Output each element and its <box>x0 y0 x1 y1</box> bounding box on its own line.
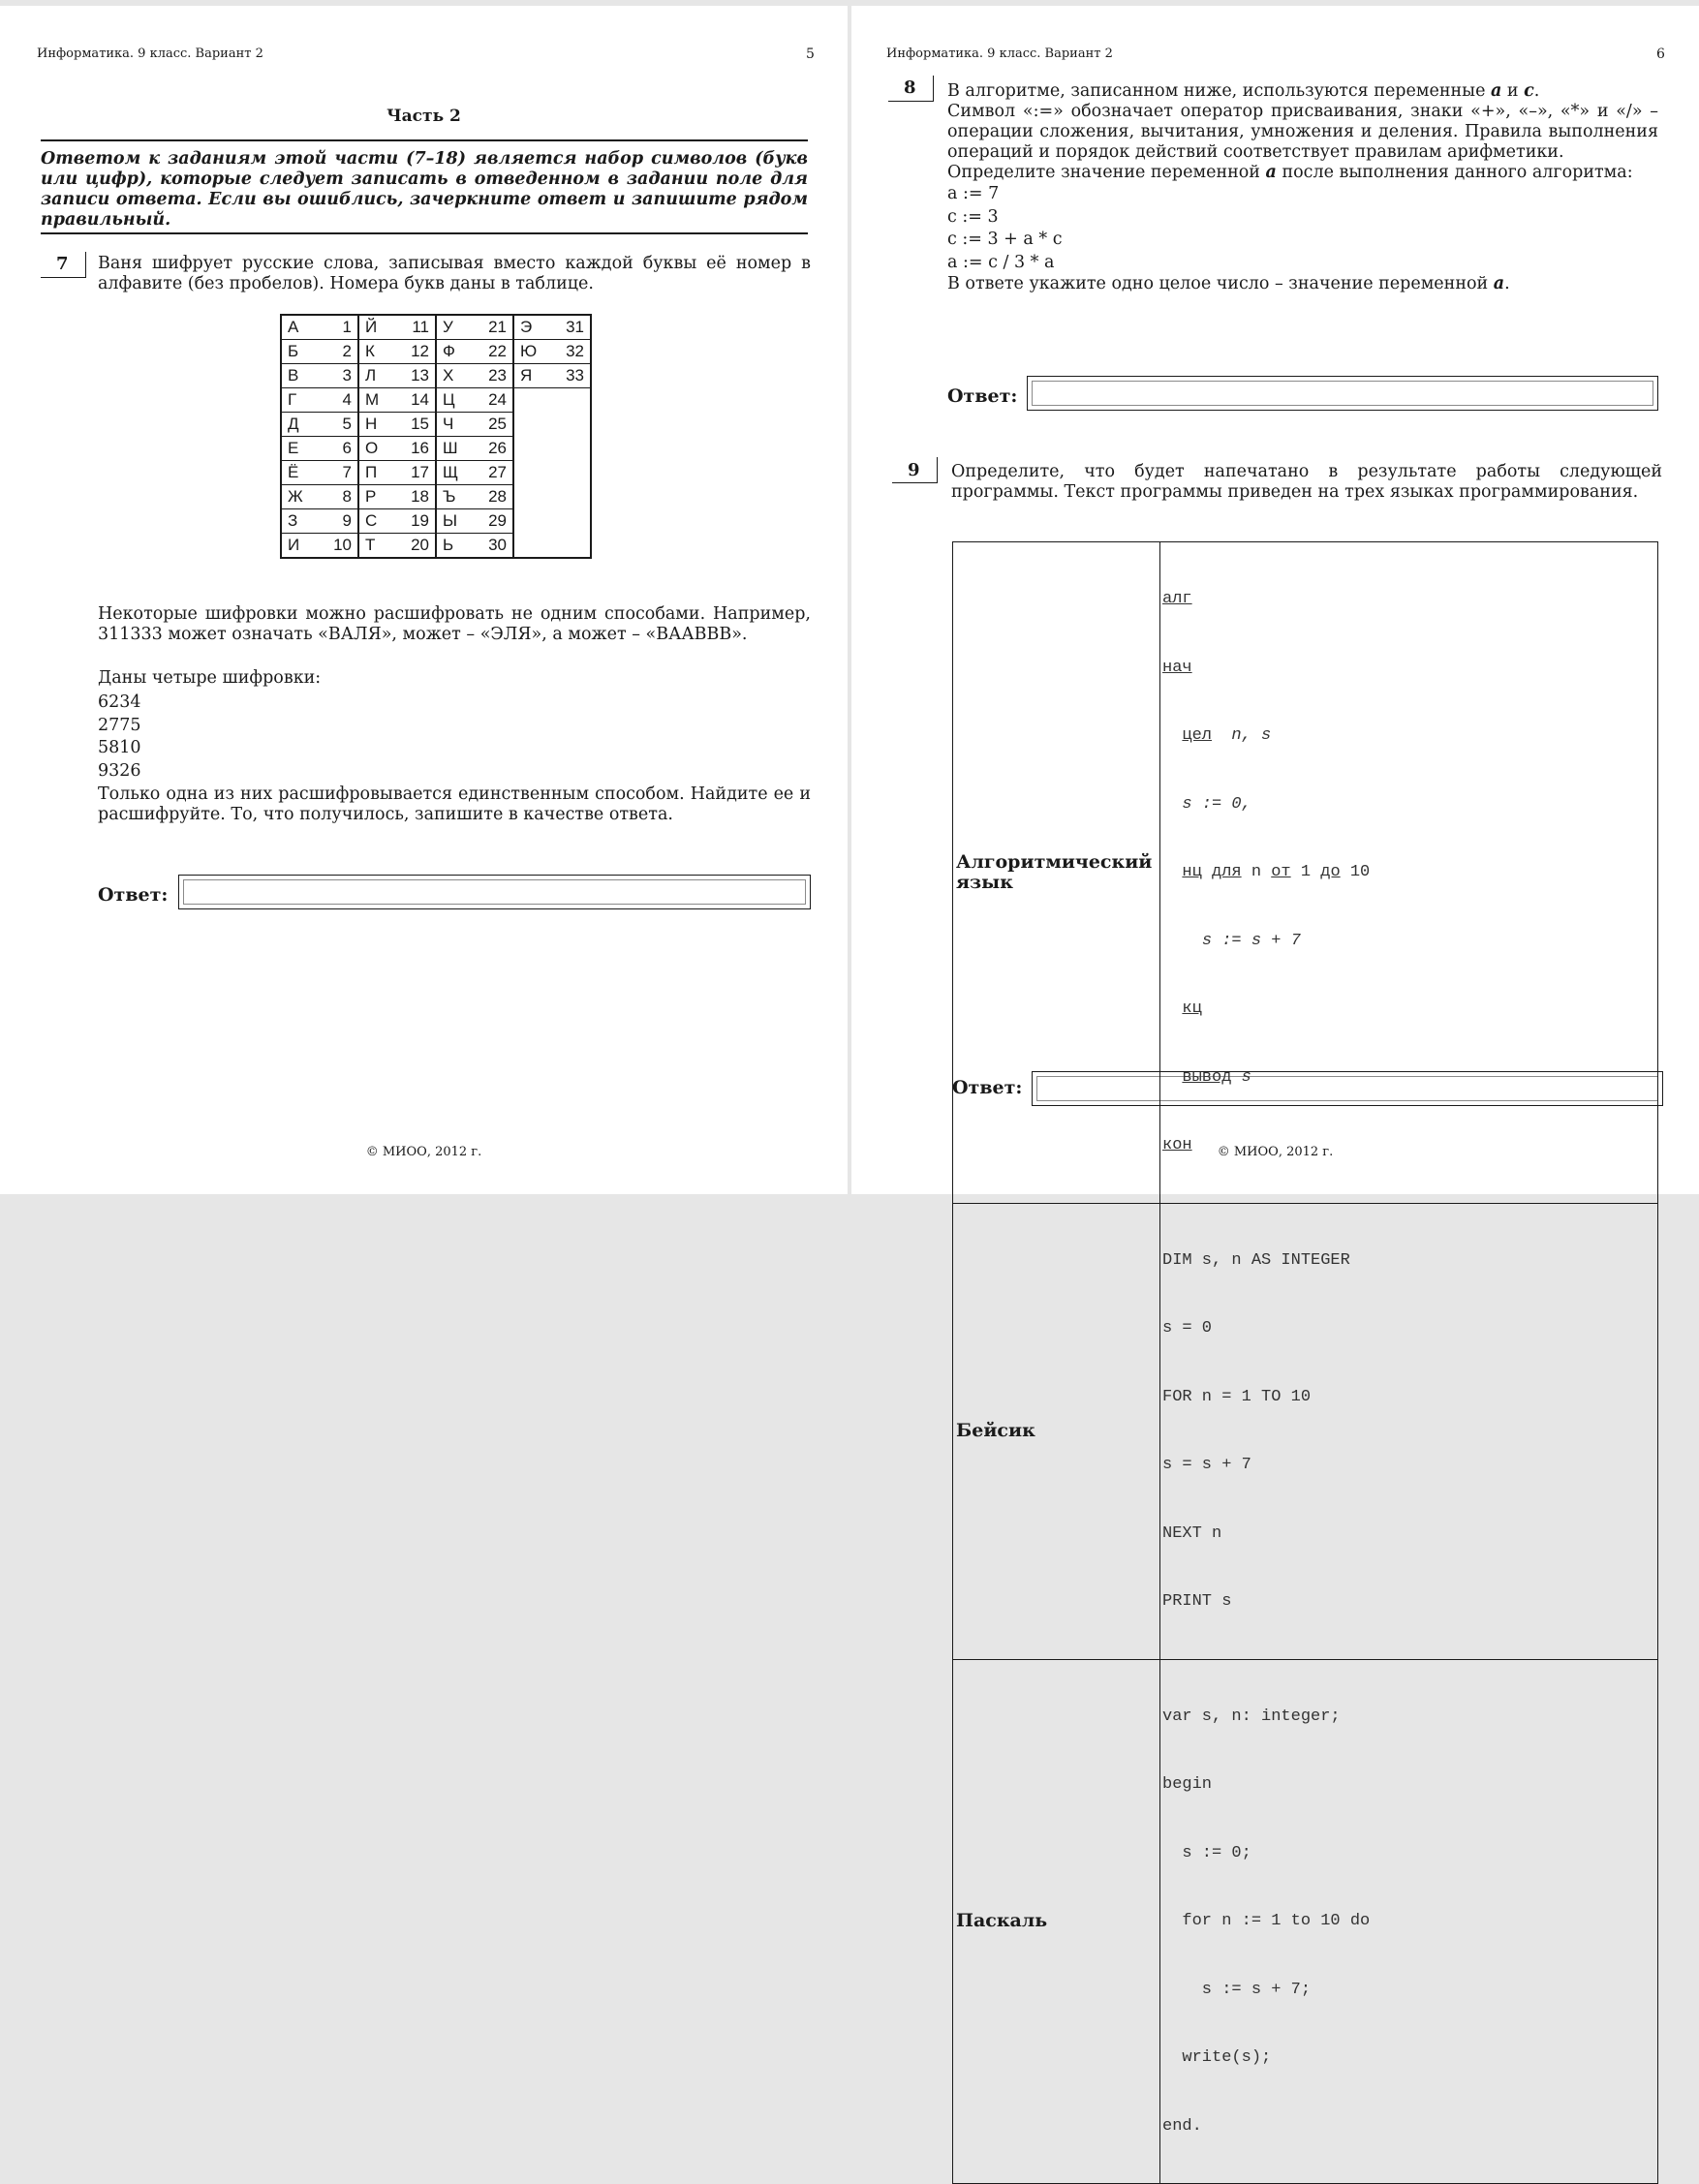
letter-cell <box>513 388 552 413</box>
answer-label: Ответ: <box>98 884 169 906</box>
letter-cell: Щ <box>436 461 475 485</box>
question-number: 8 <box>904 77 916 98</box>
code-line: a := 7 <box>947 184 1000 203</box>
var-a: a <box>1491 81 1502 101</box>
var-c: c <box>1524 81 1534 101</box>
keyword: кон <box>1162 1136 1192 1154</box>
alphabet-table <box>280 314 592 559</box>
letter-cell: С <box>358 509 397 534</box>
code-line: write(s); <box>1162 2048 1272 2067</box>
code-text: n, s <box>1212 726 1272 745</box>
letter-cell <box>513 509 552 534</box>
question-text: Только одна из них расшифровывается единственным способом. Найдите ее и расшифруйте. То, что получилось, запишите в качестве ответа. <box>98 784 811 824</box>
letter-cell: Ю <box>513 340 552 364</box>
text-fragment: и <box>1501 81 1525 101</box>
keyword: нач <box>1162 658 1192 677</box>
page-number: 6 <box>1656 46 1665 62</box>
page-number: 5 <box>806 46 815 62</box>
letter-cell <box>513 437 552 461</box>
code-line: DIM s, n AS INTEGER <box>1162 1250 1350 1270</box>
code-text: 10 <box>1340 863 1371 881</box>
code-item: 2775 <box>98 715 141 735</box>
code-line: var s, n: integer; <box>1162 1707 1341 1726</box>
code-line: for n := 1 to 10 do <box>1162 1912 1371 1930</box>
program-table <box>952 541 1658 2184</box>
code-text: n <box>1241 863 1272 881</box>
keyword: вывод <box>1182 1067 1232 1087</box>
number-cell: 27 <box>475 461 513 485</box>
code-basic <box>1160 1203 1658 1659</box>
keyword: для <box>1212 863 1242 881</box>
letter-cell: Т <box>358 534 397 559</box>
letter-cell <box>513 534 552 559</box>
letter-cell: Г <box>281 388 320 413</box>
number-cell: 15 <box>397 413 436 437</box>
code-item: 9326 <box>98 760 141 781</box>
question-number: 9 <box>908 460 920 480</box>
alphabet-row <box>281 509 591 534</box>
letter-cell: Н <box>358 413 397 437</box>
code-line: PRINT s <box>1162 1592 1232 1611</box>
alphabet-row <box>281 485 591 509</box>
text-fragment: В алгоритме, записанном ниже, используются переменные <box>947 81 1491 101</box>
text-fragment: . <box>1533 81 1540 101</box>
letter-cell: Ф <box>436 340 475 364</box>
number-cell <box>552 485 591 509</box>
number-cell: 4 <box>320 388 358 413</box>
question-text: Ваня шифрует русские слова, записывая вместо каждой буквы её номер в алфавите (без пробелов). Номера букв даны в таблице. <box>98 254 811 293</box>
letter-cell <box>513 413 552 437</box>
alphabet-row <box>281 413 591 437</box>
letter-cell: Я <box>513 364 552 388</box>
divider <box>41 139 808 141</box>
alphabet-row <box>281 437 591 461</box>
letter-cell <box>513 461 552 485</box>
number-cell: 24 <box>475 388 513 413</box>
number-cell: 28 <box>475 485 513 509</box>
letter-cell: Ц <box>436 388 475 413</box>
code-line: a := c / 3 * a <box>947 252 1055 272</box>
number-cell <box>552 437 591 461</box>
number-cell: 20 <box>397 534 436 559</box>
letter-cell: М <box>358 388 397 413</box>
letter-cell: А <box>281 315 320 340</box>
letter-cell: З <box>281 509 320 534</box>
alphabet-row <box>281 364 591 388</box>
code-text: 1 <box>1290 863 1321 881</box>
number-cell: 18 <box>397 485 436 509</box>
letter-cell: Р <box>358 485 397 509</box>
number-cell: 30 <box>475 534 513 559</box>
question-text: Даны четыре шифровки: <box>98 668 322 688</box>
letter-cell: Ш <box>436 437 475 461</box>
code-pascal <box>1160 1659 1658 2184</box>
code-text: s := 0, <box>1182 794 1251 814</box>
number-cell: 17 <box>397 461 436 485</box>
text-fragment: В ответе укажите одно целое число – значение переменной <box>947 274 1494 293</box>
divider <box>41 232 808 234</box>
code-line: s := 0; <box>1162 1843 1251 1862</box>
number-cell <box>552 534 591 559</box>
number-cell: 25 <box>475 413 513 437</box>
letter-cell: У <box>436 315 475 340</box>
number-cell: 31 <box>552 315 591 340</box>
letter-cell: Ё <box>281 461 320 485</box>
letter-cell: Л <box>358 364 397 388</box>
letter-cell: Е <box>281 437 320 461</box>
number-cell: 5 <box>320 413 358 437</box>
number-cell: 8 <box>320 485 358 509</box>
number-cell: 32 <box>552 340 591 364</box>
footer: © МИОО, 2012 г. <box>365 1145 482 1159</box>
number-cell: 1 <box>320 315 358 340</box>
number-cell: 19 <box>397 509 436 534</box>
letter-cell: Ч <box>436 413 475 437</box>
number-cell: 10 <box>320 534 358 559</box>
alphabet-row <box>281 315 591 340</box>
keyword: от <box>1271 863 1291 881</box>
part-title: Часть 2 <box>386 107 461 126</box>
keyword: цел <box>1182 726 1213 745</box>
code-line: c := 3 <box>947 206 999 227</box>
alphabet-row <box>281 340 591 364</box>
keyword: нц <box>1182 863 1202 881</box>
code-algo <box>1160 542 1658 1204</box>
letter-cell: И <box>281 534 320 559</box>
letter-cell: О <box>358 437 397 461</box>
code-text: s <box>1231 1067 1251 1087</box>
number-cell <box>552 509 591 534</box>
alphabet-row <box>281 388 591 413</box>
code-text: s := s + 7 <box>1201 931 1301 950</box>
code-line: end. <box>1162 2116 1202 2136</box>
answer-label: Ответ: <box>947 385 1018 407</box>
code-line: s = s + 7 <box>1162 1456 1251 1474</box>
text-fragment: после выполнения данного алгоритма: <box>1276 163 1633 182</box>
question-number: 7 <box>56 254 69 274</box>
code-item: 5810 <box>98 738 141 757</box>
alphabet-row <box>281 534 591 559</box>
letter-cell: Й <box>358 315 397 340</box>
code-item: 6234 <box>98 692 141 712</box>
number-cell: 22 <box>475 340 513 364</box>
letter-cell: К <box>358 340 397 364</box>
keyword: до <box>1320 863 1341 881</box>
code-line: s = 0 <box>1162 1319 1213 1338</box>
number-cell <box>552 413 591 437</box>
page-left <box>0 6 848 1194</box>
codes-list <box>98 692 292 783</box>
letter-cell: Ы <box>436 509 475 534</box>
header-title: Информатика. 9 класс. Вариант 2 <box>886 46 1113 61</box>
var-a: a <box>1265 163 1277 182</box>
answer-label: Ответ: <box>952 1077 1023 1098</box>
lang-pascal: Паскаль <box>953 1659 1160 2184</box>
number-cell: 21 <box>475 315 513 340</box>
letter-cell: Д <box>281 413 320 437</box>
question-text: Определите, что будет напечатано в результате работы следующей программы. Текст программы приведен на трех языках программирования. <box>951 462 1662 502</box>
lang-algo: Алгоритмический язык <box>953 542 1160 1204</box>
keyword: кц <box>1182 1000 1202 1018</box>
number-cell: 26 <box>475 437 513 461</box>
text-fragment: Определите значение переменной <box>947 163 1266 182</box>
letter-cell: В <box>281 364 320 388</box>
letter-cell: Б <box>281 340 320 364</box>
number-cell: 9 <box>320 509 358 534</box>
answer-field[interactable] <box>1027 376 1658 411</box>
number-cell: 16 <box>397 437 436 461</box>
code-line: c := 3 + a * c <box>947 230 1063 249</box>
header-title: Информатика. 9 класс. Вариант 2 <box>37 46 263 61</box>
number-cell: 23 <box>475 364 513 388</box>
footer: © МИОО, 2012 г. <box>1217 1145 1334 1159</box>
algorithm-code <box>947 183 1658 274</box>
var-a: a <box>1493 274 1505 293</box>
number-cell: 12 <box>397 340 436 364</box>
number-cell: 7 <box>320 461 358 485</box>
question-text <box>947 81 1658 294</box>
number-cell <box>552 461 591 485</box>
code-line: FOR n = 1 TO 10 <box>1162 1387 1312 1406</box>
letter-cell <box>513 485 552 509</box>
number-cell <box>552 388 591 413</box>
number-cell: 3 <box>320 364 358 388</box>
number-cell: 2 <box>320 340 358 364</box>
letter-cell: Ь <box>436 534 475 559</box>
keyword: алг <box>1162 590 1192 608</box>
letter-cell: Х <box>436 364 475 388</box>
lang-basic: Бейсик <box>953 1203 1160 1659</box>
letter-cell: Э <box>513 315 552 340</box>
code-line: NEXT n <box>1162 1523 1222 1543</box>
number-cell: 11 <box>397 315 436 340</box>
number-cell: 14 <box>397 388 436 413</box>
symbols-text: Символ «:=» обозначает оператор присваивания, знаки «+», «–», «*» и «/» – операции сложения, вычитания, умножения и деления. Правила выполнения операций и порядок действий соответствует правилам арифметики. <box>947 102 1658 162</box>
answer-field[interactable] <box>178 875 811 909</box>
letter-cell: П <box>358 461 397 485</box>
code-line: begin <box>1162 1775 1213 1794</box>
letter-cell: Ъ <box>436 485 475 509</box>
code-line: s := s + 7; <box>1162 1980 1312 1999</box>
question-text: Некоторые шифровки можно расшифровать не одним способами. Например, 311333 может означать «ВАЛЯ», может – «ЭЛЯ», а может – «ВААВВВ». <box>98 604 811 644</box>
part-instructions: Ответом к заданиям этой части (7–18) является набор символов (букв или цифр), которые следует записать в отведенном в задании поле для записи ответа. Если вы ошиблись, зачеркните ответ и запишите рядом правильный. <box>41 149 808 230</box>
letter-cell: Ж <box>281 485 320 509</box>
number-cell: 33 <box>552 364 591 388</box>
text-fragment: . <box>1504 274 1510 293</box>
number-cell: 29 <box>475 509 513 534</box>
alphabet-row <box>281 461 591 485</box>
number-cell: 13 <box>397 364 436 388</box>
number-cell: 6 <box>320 437 358 461</box>
